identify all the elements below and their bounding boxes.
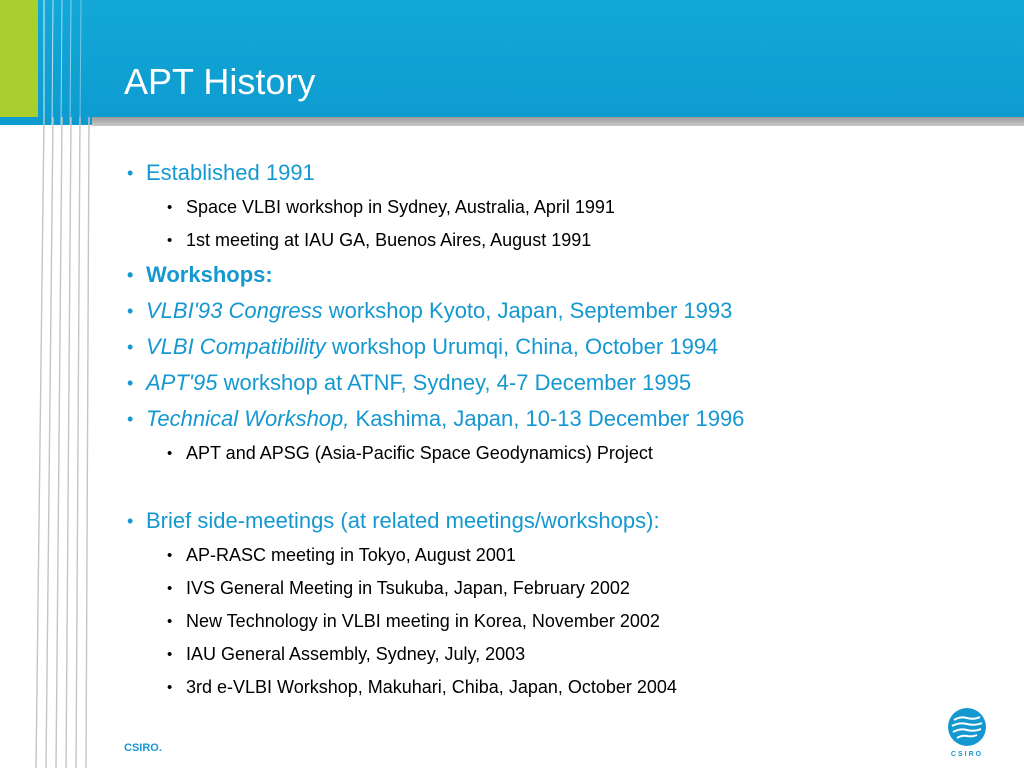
header-gray-divider: [92, 117, 1024, 126]
list-item: • APT'95 workshop at ATNF, Sydney, 4-7 December 1995: [124, 365, 1004, 401]
list-item: • IVS General Meeting in Tsukuba, Japan, February 2002: [124, 572, 1004, 605]
footer-csiro: CSIRO.: [124, 742, 162, 754]
list-item: • Space VLBI workshop in Sydney, Australia, April 1991: [124, 191, 1004, 224]
list-item: • AP-RASC meeting in Tokyo, August 2001: [124, 539, 1004, 572]
list-item: • Technical Workshop, Kashima, Japan, 10-13 December 1996: [124, 401, 1004, 437]
list-item: • IAU General Assembly, Sydney, July, 2003: [124, 638, 1004, 671]
slide-title: APT History: [124, 61, 316, 102]
list-item: • 3rd e-VLBI Workshop, Makuhari, Chiba, Japan, October 2004: [124, 671, 1004, 704]
list-item: • Brief side-meetings (at related meetings/workshops):: [124, 503, 1004, 539]
list-spacer: [124, 470, 1004, 503]
list-item: • Workshops:: [124, 257, 1004, 293]
list-item: • VLBI Compatibility workshop Urumqi, China, October 1994: [124, 329, 1004, 365]
list-item: • APT and APSG (Asia-Pacific Space Geodynamics) Project: [124, 437, 1004, 470]
bullet-list: [124, 155, 1004, 704]
header-stripes-decoration: [40, 0, 95, 125]
list-item: • VLBI'93 Congress workshop Kyoto, Japan, September 1993: [124, 293, 1004, 329]
list-item: • 1st meeting at IAU GA, Buenos Aires, August 1991: [124, 224, 1004, 257]
svg-text:CSIRO: CSIRO: [950, 751, 984, 758]
green-accent-tab: [0, 0, 38, 117]
list-item: • Established 1991: [124, 155, 1004, 191]
csiro-logo-icon: [942, 706, 992, 758]
list-item: • New Technology in VLBI meeting in Korea, November 2002: [124, 605, 1004, 638]
side-lines-decoration: [0, 117, 95, 768]
